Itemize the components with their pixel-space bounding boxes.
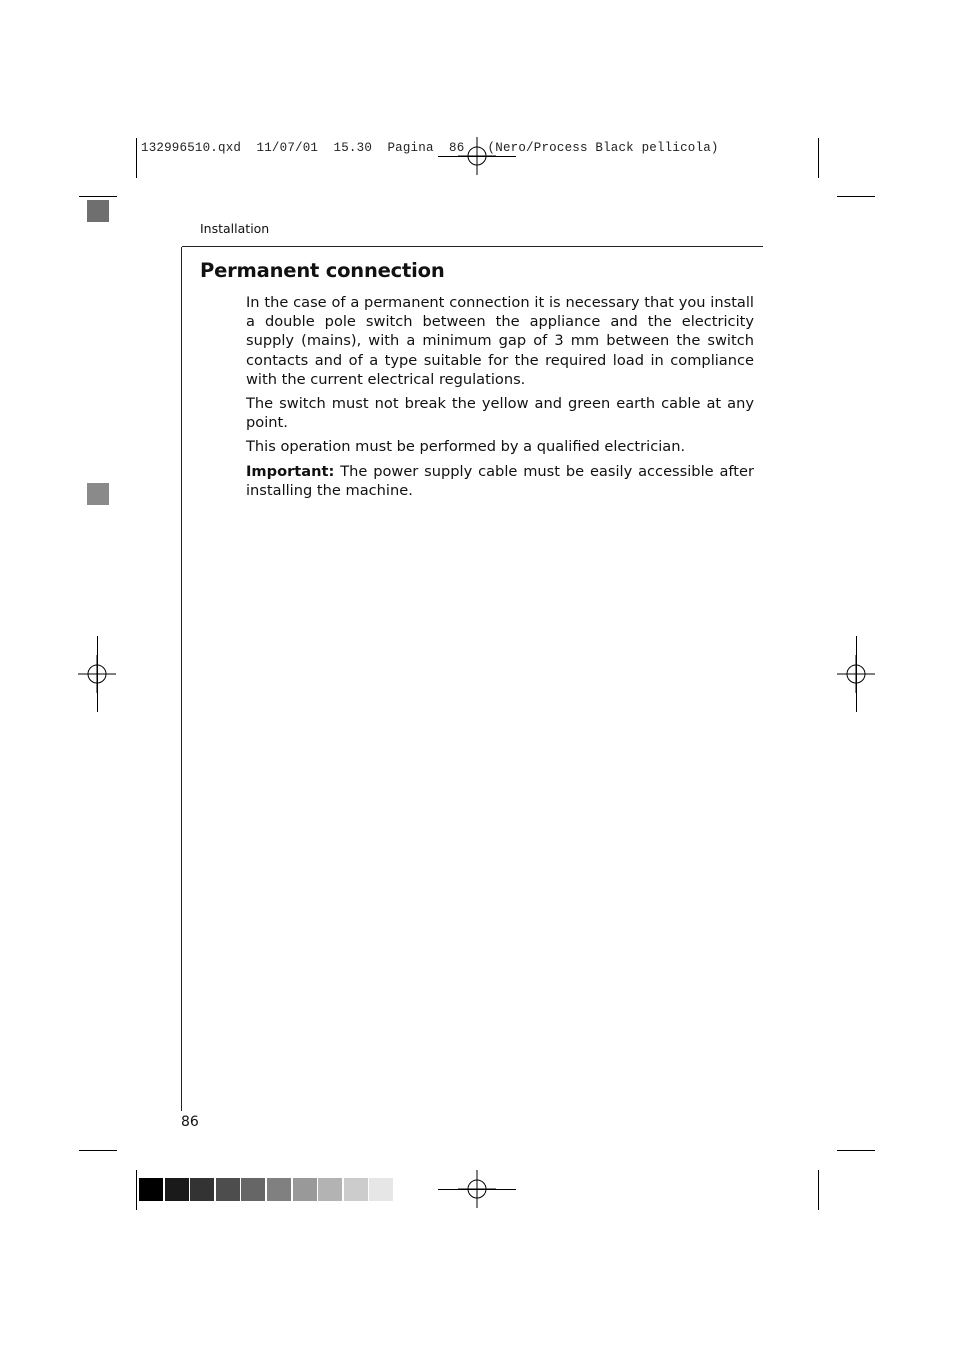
color-swatch: [190, 1178, 214, 1201]
registration-line: [438, 156, 516, 157]
color-swatch: [318, 1178, 342, 1201]
important-label: Important:: [246, 462, 335, 480]
paragraph: The switch must not break the yellow and green earth cable at any point.: [246, 395, 754, 432]
registration-line: [97, 636, 98, 712]
chapter-tab-marker: [87, 200, 109, 222]
registration-line: [856, 636, 857, 712]
chapter-tab-marker: [87, 483, 109, 505]
page-title: Permanent connection: [200, 259, 445, 282]
crop-mark: [837, 1150, 875, 1151]
important-note: [246, 462, 754, 500]
crop-mark: [136, 138, 137, 178]
crop-mark: [837, 196, 875, 197]
color-swatch: [267, 1178, 291, 1201]
header-rule: [182, 246, 763, 247]
margin-rule: [181, 247, 182, 1111]
color-swatch: [139, 1178, 163, 1201]
paragraph: In the case of a permanent connection it is necessary that you install a double pole switch between the appliance and the electricity supply (mains), with a minimum gap of 3 mm between the switch contacts and of a type suitable for the required load in compliance with the current electrical regulations.: [246, 294, 754, 388]
color-swatch: [369, 1178, 393, 1201]
section-header: Installation: [200, 221, 270, 236]
crop-mark: [79, 196, 117, 197]
color-swatch: [216, 1178, 240, 1201]
crop-mark: [136, 1170, 137, 1210]
paragraph: This operation must be performed by a qualified electrician.: [246, 438, 686, 456]
important-text: The power supply cable must be easily accessible after installing the machine.: [246, 462, 754, 499]
registration-line: [438, 1189, 516, 1190]
page-number: 86: [181, 1114, 199, 1130]
crop-mark: [818, 1170, 819, 1210]
color-swatch: [293, 1178, 317, 1201]
color-swatch: [165, 1178, 189, 1201]
color-swatch: [344, 1178, 368, 1201]
print-slug: 132996510.qxd 11/07/01 15.30 Pagina 86 (Nero/Process Black pellicola): [141, 141, 719, 155]
body-text: [246, 293, 754, 505]
crop-mark: [79, 1150, 117, 1151]
crop-mark: [818, 138, 819, 178]
color-swatch: [241, 1178, 265, 1201]
